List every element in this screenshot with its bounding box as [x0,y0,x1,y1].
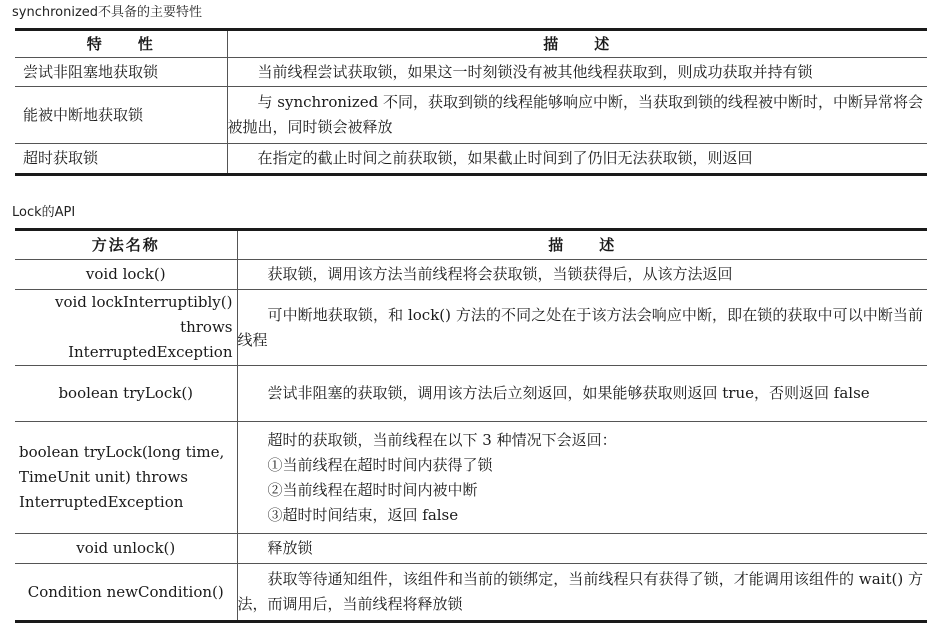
description-intro: 超时的获取锁，当前线程在以下 3 种情况下会返回： [267,430,617,449]
table2-caption: Lock的API [12,205,76,220]
lock-api-table [15,228,927,623]
method-cell: boolean tryLock() [58,384,194,402]
description-cell: 释放锁 [237,534,927,564]
table-row [15,564,927,622]
method-cell: void unlock() [76,539,176,557]
description-cell: 获取等待通知组件，该组件和当前的锁绑定，当前线程只有获得了锁，才能调用该组件的 wait() 方法，而调用后，当前线程将释放锁 [237,564,927,622]
feature-cell: 能被中断地获取锁 [23,105,144,124]
feature-cell: 尝试非阻塞地获取锁 [23,62,159,81]
synchronized-features-table [15,28,927,176]
method-cell: Condition newCondition() [27,582,224,601]
header-method-name: 方法名称 [91,235,160,254]
description-cell: 可中断地获取锁，和 lock() 方法的不同之处在于该方法会响应中断，即在锁的获取中可以中断当前线程 [237,290,927,366]
header-description: 描 述 [227,30,927,58]
table-row [15,290,927,366]
description-cell: 与 synchronized 不同，获取到锁的线程能够响应中断，当获取到锁的线程被中断时，中断异常将会被抛出，同时锁会被释放 [227,87,927,144]
table-row [15,534,927,564]
table-row [15,422,927,534]
header-feature: 特 性 [86,34,155,53]
header-description: 描 述 [237,230,927,260]
description-cell [237,422,927,534]
description-item: ③超时时间结束，返回 false [267,505,459,524]
description-cell: 当前线程尝试获取锁，如果这一时刻锁没有被其他线程获取到，则成功获取并持有锁 [227,58,927,87]
feature-cell: 超时获取锁 [23,149,99,167]
table1-caption: synchronized不具备的主要特性 [12,5,203,20]
table-row [15,87,927,144]
method-cell: boolean tryLock(long time, TimeUnit unit) throws InterruptedException [19,443,225,511]
table-header-row [15,230,927,260]
table-row [15,58,927,87]
table-row [15,144,927,175]
table-row [15,260,927,290]
table-header-row [15,30,927,58]
method-cell: void lockInterruptibly() throws InterruptedException [55,293,233,361]
description-cell: 尝试非阻塞的获取锁，调用该方法后立刻返回，如果能够获取则返回 true，否则返回 false [237,366,927,422]
method-cell: void lock() [85,265,166,283]
description-cell: 在指定的截止时间之前获取锁，如果截止时间到了仍旧无法获取锁，则返回 [227,144,927,175]
description-cell: 获取锁，调用该方法当前线程将会获取锁，当锁获得后，从该方法返回 [237,260,927,290]
description-item: ②当前线程在超时时间内被中断 [267,480,478,499]
description-item: ①当前线程在超时时间内获得了锁 [267,455,493,474]
table-row [15,366,927,422]
